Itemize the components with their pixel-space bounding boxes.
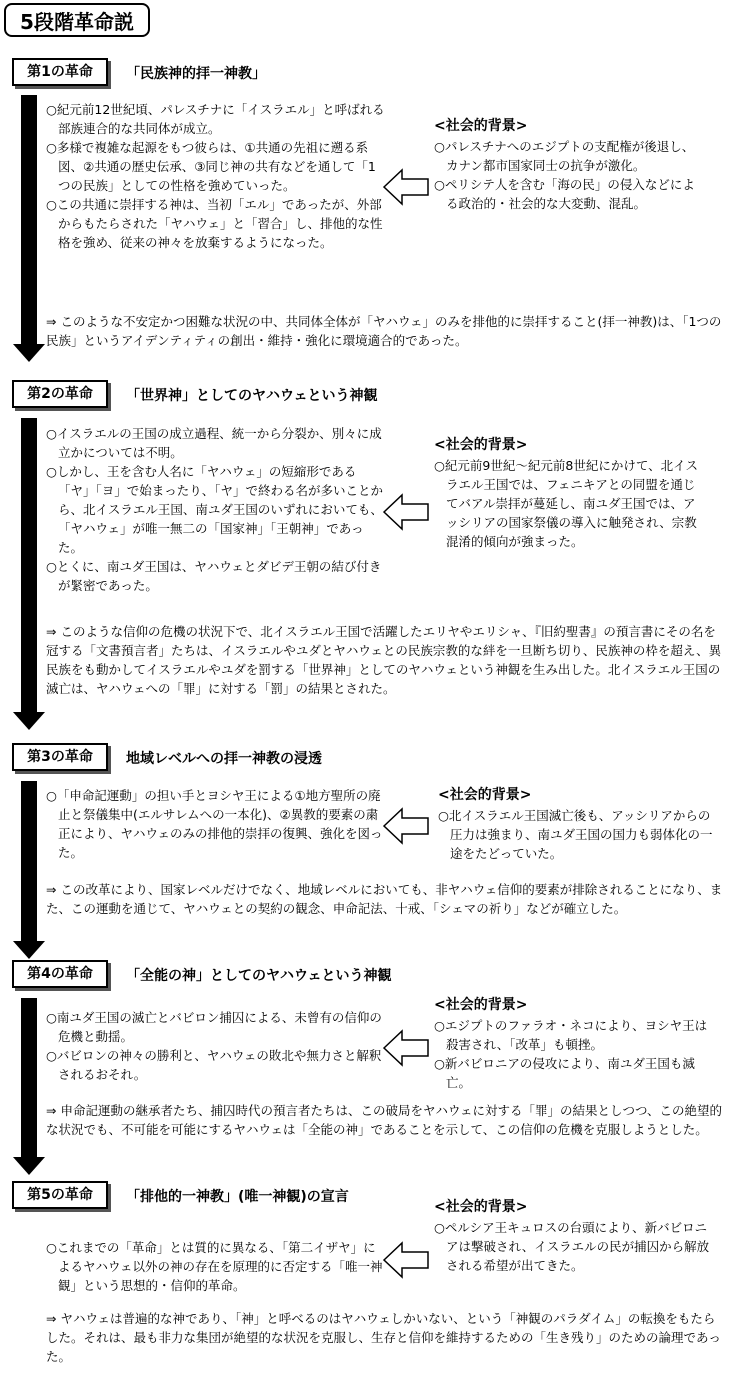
background-heading: <社会的背景>: [434, 997, 528, 1013]
revolution-2-conclusion: ⇒ このような信仰の危機の状況下で、北イスラエル王国で活躍したエリヤやエリシャ、『旧約聖書』の預言書にその名を冠する「文書預言者」たちは、イスラエルやユダとヤハウェとの民族宗教的な絆を一旦断ち切り、民族神の枠を超え、異民族をも動かしてイスラエルやユダを罰する「世界神」としてのヤハウェという神観を生み出した。北イスラエル王国の滅亡は、ヤハウェへの「罪」に対する「罰」の結果とされた。: [46, 624, 722, 696]
revolution-3-point: ○「申命記運動」の担い手とヨシヤ王による①地方聖所の廃止と祭儀集中(エルサレムへの一本化)、②異教的要素の粛正により、ヤハウェのみの排他的崇拝の復興、強化を図った。: [46, 788, 383, 860]
revolution-1-left-text: [46, 100, 386, 252]
revolution-3-title: 地域レベルへの拝一神教の浸透: [126, 751, 322, 767]
background-heading: <社会的背景>: [438, 787, 532, 803]
revolution-3-conclusion: ⇒ この改革により、国家レベルだけでなく、地域レベルにおいても、非ヤハウェ信仰的要素が排除されることになり、また、この運動を通じて、ヤハウェとの契約の観念、申命記法、十戒、「シェマの祈り」などが確立した。: [46, 882, 723, 916]
revolution-4-background: [434, 996, 714, 1092]
background-point: ○北イスラエル王国滅亡後も、アッシリアからの圧力は強まり、南ユダ王国の国力も弱体化の一途をたどっていた。: [438, 808, 713, 861]
revolution-5-background: [434, 1198, 714, 1275]
revolution-2-background: [434, 436, 704, 551]
hollow-left-arrow-icon: [382, 1240, 430, 1280]
hollow-left-arrow-icon: [382, 1028, 430, 1068]
revolution-5-conclusion: ⇒ ヤハウェは普遍的な神であり、「神」と呼べるのはヤハウェしかいない、という「神観のパラダイム」の転換をもたらした。それは、最も非力な集団が絶望的な状況を克服し、生存と信仰を維持するための「生き残り」のための論理であった。: [46, 1311, 721, 1364]
background-heading: <社会的背景>: [434, 1199, 528, 1215]
revolution-4-point: ○南ユダ王国の滅亡とバビロン捕囚による、未曾有の信仰の危機と動揺。: [46, 1010, 382, 1044]
down-arrow-3-head: [13, 941, 45, 959]
revolution-2-title: 「世界神」としてのヤハウェという神観: [126, 388, 378, 404]
revolution-3-left-text: [46, 786, 386, 862]
revolution-2-point: ○しかし、王を含む人名に「ヤハウェ」の短縮形である「ヤ」「ヨ」で始まったり、「ヤ」で終わる名が多いことから、北イスラエル王国、南ユダ王国のいずれにおいても、「ヤハウェ」が唯一無二の「国家神」「王朝神」であった。: [46, 464, 384, 555]
down-arrow-2-head: [13, 712, 45, 730]
background-point: ○紀元前9世紀～紀元前8世紀にかけて、北イスラエル王国では、フェニキアとの同盟を通じてバアル崇拝が蔓延し、南ユダ王国では、アッシリアの国家祭儀の導入に触発され、宗教混淆的傾向が強まった。: [434, 458, 698, 549]
background-heading: <社会的背景>: [434, 118, 528, 134]
background-point: ○エジプトのファラオ・ネコにより、ヨシヤ王は殺害され、「改革」も頓挫。: [434, 1018, 708, 1052]
revolution-4-label: 第4の革命: [12, 960, 108, 988]
revolution-2-left-text: [46, 424, 386, 595]
down-arrow-1-head: [13, 344, 45, 362]
revolution-1-point: ○多様で複雑な起源をもつ彼らは、①共通の先祖に遡る系図、②共通の歴史伝承、③同じ神の共有などを通して「1つの民族」としての性格を強めていった。: [46, 140, 376, 193]
revolution-4-point: ○バビロンの神々の勝利と、ヤハウェの敗北や無力さと解釈されるおそれ。: [46, 1048, 382, 1082]
revolution-3-background: [438, 786, 718, 863]
revolution-1-label: 第1の革命: [12, 58, 108, 86]
hollow-left-arrow-icon: [382, 806, 430, 846]
revolution-4-left-text: [46, 1008, 386, 1084]
down-arrow-2: [21, 418, 37, 713]
hollow-left-arrow-icon: [382, 167, 430, 207]
background-heading: <社会的背景>: [434, 437, 528, 453]
revolution-1-point: ○紀元前12世紀頃、パレスチナに「イスラエル」と呼ばれる部族連合的な共同体が成立。: [46, 102, 385, 136]
background-point: ○パレスチナへのエジプトの支配権が後退し、カナン都市国家同士の抗争が激化。: [434, 139, 695, 173]
page-title: 5段階革命説: [4, 3, 150, 37]
revolution-4-conclusion: ⇒ 申命記運動の継承者たち、捕囚時代の預言者たちは、この破局をヤハウェに対する「罪」の結果としつつ、この絶望的な状況でも、不可能を可能にするヤハウェは「全能の神」であることを示して、この信仰の危機を克服しようとした。: [46, 1103, 722, 1137]
revolution-5-label: 第5の革命: [12, 1181, 108, 1209]
revolution-4-title: 「全能の神」としてのヤハウェという神観: [126, 968, 392, 984]
background-point: ○ペリシテ人を含む「海の民」の侵入などによる政治的・社会的な大変動、混乱。: [434, 177, 695, 211]
revolution-3-label: 第3の革命: [12, 743, 108, 771]
background-point: ○新バビロニアの侵攻により、南ユダ王国も滅亡。: [434, 1056, 695, 1090]
down-arrow-3: [21, 781, 37, 942]
revolution-5-point: ○これまでの「革命」とは質的に異なる、「第二イザヤ」によるヤハウェ以外の神の存在を原理的に否定する「唯一神観」という思想的・信仰的革命。: [46, 1240, 383, 1293]
revolution-5-title: 「排他的一神教」(唯一神観)の宣言: [126, 1189, 349, 1205]
revolution-5-left-text: [46, 1238, 386, 1295]
revolution-1-title: 「民族神的拝一神教」: [126, 66, 266, 82]
revolution-2-point: ○とくに、南ユダ王国は、ヤハウェとダビデ王朝の結び付きが緊密であった。: [46, 559, 382, 593]
revolution-1-background: [434, 117, 702, 213]
down-arrow-4-head: [13, 1157, 45, 1175]
revolution-1-point: ○この共通に崇拝する神は、当初「エル」であったが、外部からもたらされた「ヤハウェ」と「習合」し、排他的な性格を強め、従来の神々を放棄するようになった。: [46, 197, 383, 250]
down-arrow-4: [21, 998, 37, 1158]
revolution-2-point: ○イスラエルの王国の成立過程、統一から分裂か、別々に成立かについては不明。: [46, 426, 382, 460]
background-point: ○ペルシア王キュロスの台頭により、新バビロニアは撃破され、イスラエルの民が捕囚から解放される希望が出てきた。: [434, 1220, 710, 1273]
down-arrow-1: [21, 95, 37, 345]
hollow-left-arrow-icon: [382, 492, 430, 532]
revolution-2-label: 第2の革命: [12, 380, 108, 408]
revolution-1-conclusion: ⇒ このような不安定かつ困難な状況の中、共同体全体が「ヤハウェ」のみを排他的に崇拝すること(拝一神教)は、「1つの民族」というアイデンティティの創出・維持・強化に環境適合的であった。: [46, 314, 722, 348]
